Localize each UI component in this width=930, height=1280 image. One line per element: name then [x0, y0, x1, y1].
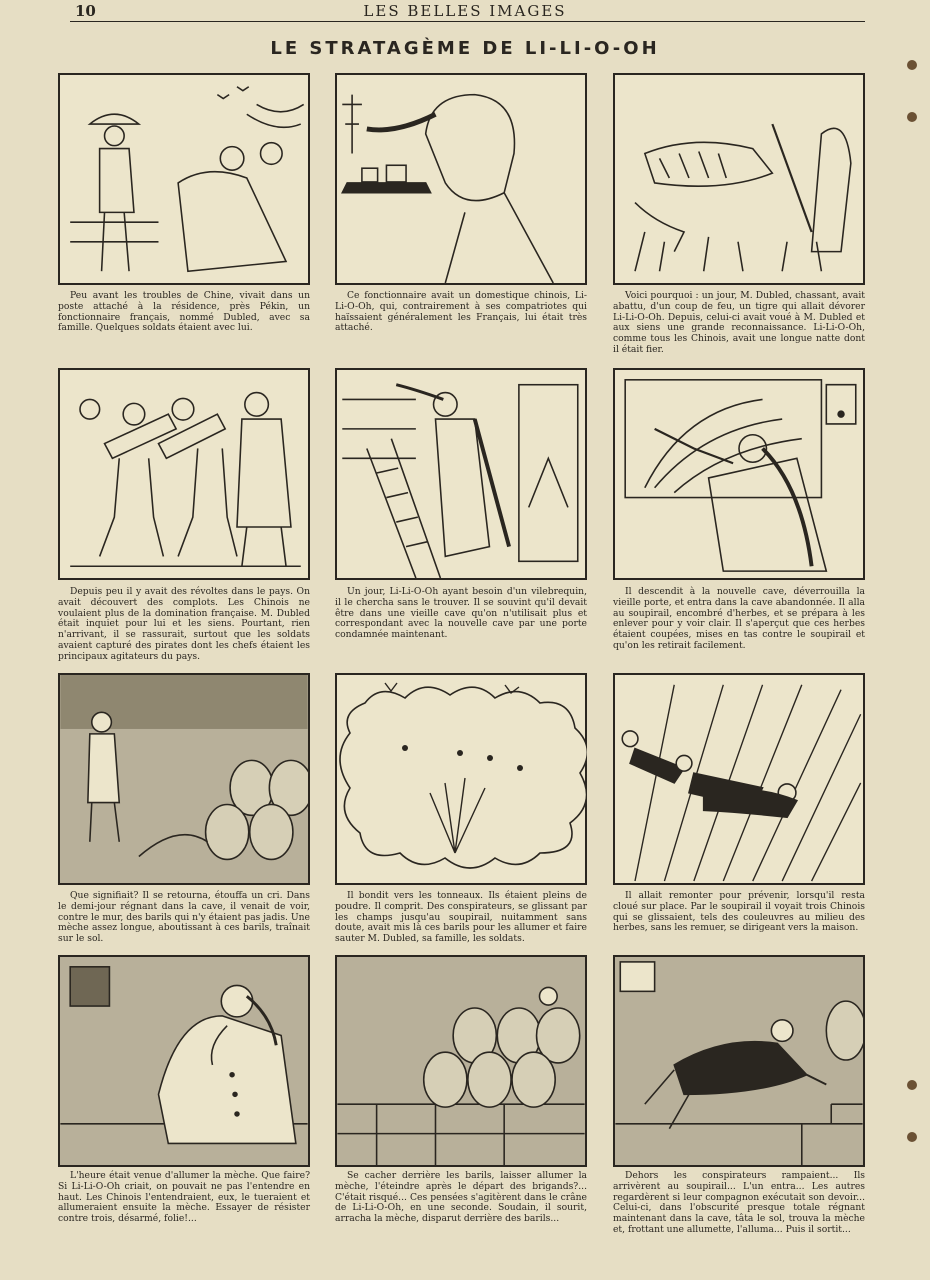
illustration-thinking-man: [60, 957, 308, 1165]
illustration-crawling-conspirators: [615, 675, 863, 883]
illustration-tiger-hunt: [615, 75, 863, 283]
binding-hole: [907, 60, 917, 70]
comic-panel-3: [613, 73, 865, 285]
binding-hole: [907, 1132, 917, 1142]
panel-caption-6: Il descendit à la nouvelle cave, déverrouilla la vieille porte, et entra dans la cave abandonnée. Il alla au soupirail, encombré d'herbes, et se prépara à les enlever pour y voir clair. Il s'aperçut que ces herbes étaient coupées, mises en tas contre le soupirail et qu'on les retirait facilement.: [613, 586, 865, 651]
panel-caption-10: L'heure était venue d'allumer la mèche. Que faire? Si Li-Li-O-Oh criait, on pouvait ne pas l'entendre en haut. Les Chinois l'entendraient, eux, le tueraient et allumeraient ensuite la mèche. Essayer de résister contre trois, désarmé, folie!...: [58, 1170, 310, 1225]
comic-panel-9: [613, 673, 865, 885]
panel-caption-8: Il bondit vers les tonneaux. Ils étaient pleins de poudre. Il comprit. Des conspirateurs, se glissant par les champs jusqu'au soupirail, nuitamment sans doute, avait mis là ces barils pour les allumer et faire sauter M. Dubled, sa famille, les soldats.: [335, 890, 587, 945]
comic-panel-7: [58, 673, 310, 885]
panel-caption-3: Voici pourquoi : un jour, M. Dubled, chassant, avait abattu, d'un coup de feu, un tigre qui allait dévorer Li-Li-O-Oh. Depuis, celui-ci avait voué à M. Dubled et aux siens une grande reconnaissance. Li-Li-O-Oh, comme tous les Chinois, avait une longue natte dont il était fier.: [613, 290, 865, 355]
comic-panel-11: [335, 955, 587, 1167]
binding-hole: [907, 112, 917, 122]
comic-panel-1: [58, 73, 310, 285]
running-title: LES BELLES IMAGES: [363, 2, 567, 20]
illustration-cellar-window: [615, 370, 863, 578]
illustration-explosion-cloud: [335, 673, 587, 885]
panel-caption-12: Dehors les conspirateurs rampaient... Ils arrivèrent au soupirail... L'un entra... Les autres regardèrent si leur compagnon exécutait son devoir... Celui-ci, dans l'obscurité presque totale régnant maintenant dans la cave, tâta le sol, trouva la mèche et, frottant une allumette, l'alluma... Puis il sortit...: [613, 1170, 865, 1235]
panel-caption-4: Depuis peu il y avait des révoltes dans le pays. On avait découvert des complots. Les Chinois ne voulaient plus de la domination française. M. Dubled était inquiet pour lui et les siens. Pourtant, rien n'arrivant, il se rassurait, surtout que les soldats avaient capturé des pirates dont les chefs étaient les principaux agitateurs du pays.: [58, 586, 310, 662]
panel-caption-1: Peu avant les troubles de Chine, vivait dans un poste attaché à la résidence, près Pékin, un fonctionnaire français, nommé Dubled, avec sa famille. Quelques soldats étaient avec lui.: [58, 290, 310, 334]
comic-panel-10: [58, 955, 310, 1167]
binding-hole: [907, 1080, 917, 1090]
illustration-lighting-fuse: [615, 957, 863, 1165]
comic-panel-12: [613, 955, 865, 1167]
illustration-servant-tray: [337, 75, 585, 283]
comic-panel-4: [58, 368, 310, 580]
illustration-prisoners-escort: [60, 370, 308, 578]
page-number: 10: [75, 2, 96, 20]
comic-panel-6: [613, 368, 865, 580]
comic-panel-8: [335, 673, 587, 885]
illustration-powder-barrels: [60, 675, 308, 883]
panel-caption-5: Un jour, Li-Li-O-Oh ayant besoin d'un vilebrequin, il le chercha sans le trouver. Il se souvint qu'il devait être dans une vieille cave qu'on n'utilisait plus et correspondant avec la nouvelle cave par une porte condamnée maintenant.: [335, 586, 587, 641]
comic-panel-2: [335, 73, 587, 285]
panel-caption-9: Il allait remonter pour prévenir, lorsqu'il resta cloué sur place. Par le soupirail il voyait trois Chinois qui se glissaient, tels des couleuvres au milieu des herbes, sans les remuer, se dirigeant vers la maison.: [613, 890, 865, 934]
illustration-family-veranda: [60, 75, 308, 283]
illustration-hiding-behind-barrels: [337, 957, 585, 1165]
illustration-ladder-shelf: [337, 370, 585, 578]
comic-panel-5: [335, 368, 587, 580]
header-rule: [70, 21, 865, 22]
story-title: LE STRATAGÈME DE LI-LI-O-OH: [270, 38, 660, 59]
panel-caption-11: Se cacher derrière les barils, laisser allumer la mèche, l'éteindre après le départ des brigands?... C'était risqué... Ces pensées s'agitèrent dans le crâne de Li-Li-O-Oh, en une seconde. Soudain, il sourit, arracha la mèche, disparut derrière des barils...: [335, 1170, 587, 1225]
panel-caption-7: Que signifiait? Il se retourna, étouffa un cri. Dans le demi-jour régnant dans la cave, il venait de voir, contre le mur, des barils qui n'y étaient pas jadis. Une mèche assez longue, aboutissant à ces barils, traînait sur le sol.: [58, 890, 310, 945]
panel-caption-2: Ce fonctionnaire avait un domestique chinois, Li-Li-O-Oh, qui, contrairement à ses compatriotes qui haïssaient généralement les Français, lui était très attaché.: [335, 290, 587, 334]
